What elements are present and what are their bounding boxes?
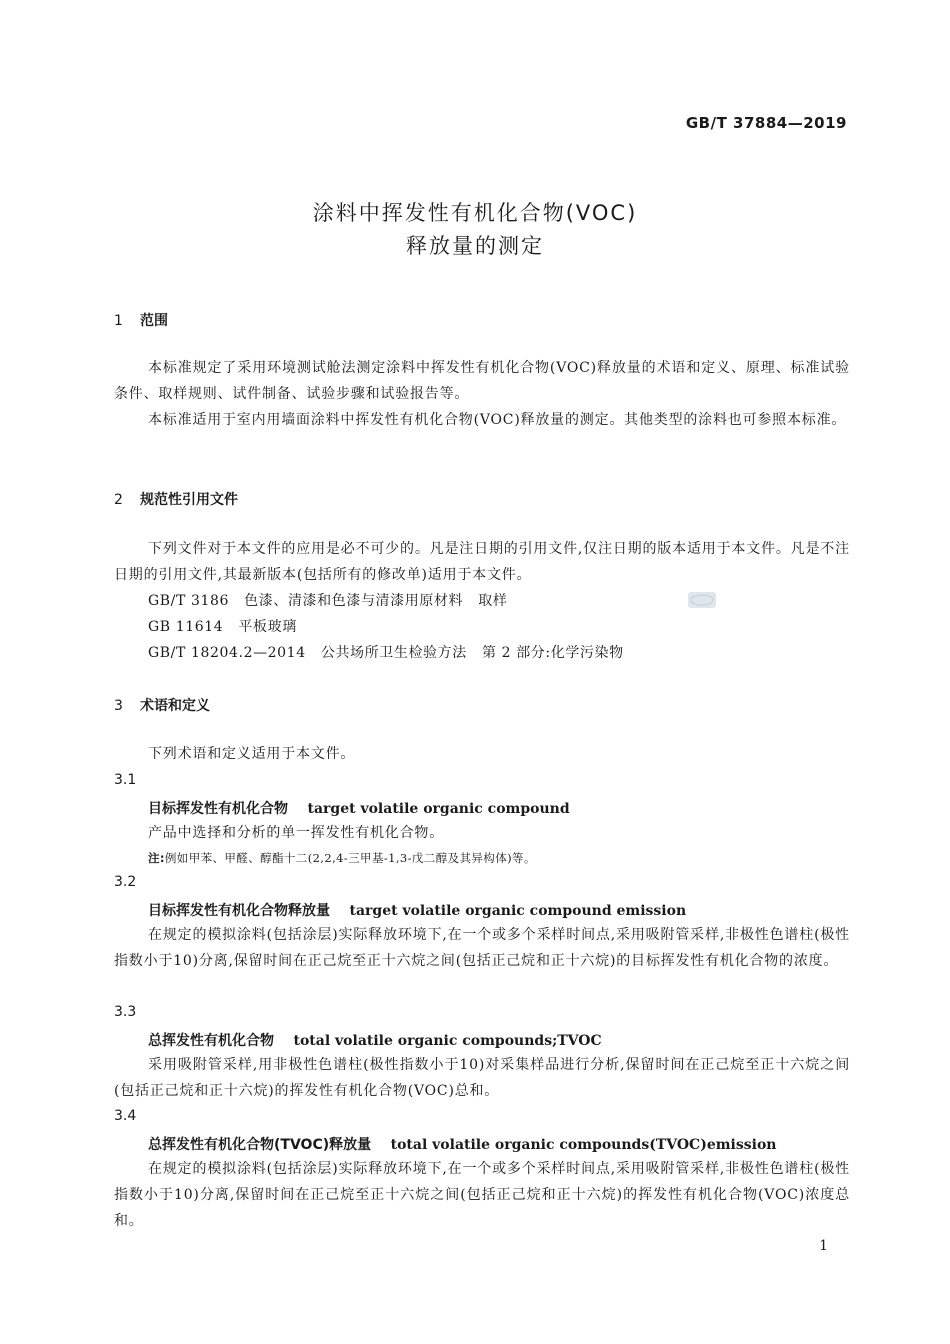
term-heading: [148, 900, 686, 920]
watermark-logo: [688, 592, 716, 608]
terms-intro: 下列术语和定义适用于本文件。: [148, 746, 356, 762]
term-chinese: 总挥发性有机化合物: [148, 1033, 274, 1049]
term-chinese: 目标挥发性有机化合物: [148, 801, 288, 817]
reference-item: GB/T 18204.2—2014 公共场所卫生检验方法 第 2 部分:化学污染物: [148, 645, 624, 661]
page-number: 1: [819, 1238, 828, 1254]
term-heading: [148, 1030, 602, 1050]
clause-number: 3.2: [114, 874, 137, 890]
section-title: 术语和定义: [140, 698, 210, 714]
section-title: 范围: [140, 313, 168, 329]
clause-number: 3.4: [114, 1108, 137, 1124]
section-1-heading: [114, 310, 168, 330]
term-definition: 产品中选择和分析的单一挥发性有机化合物。: [148, 825, 444, 841]
note-label: 注:: [148, 851, 165, 865]
reference-item: GB/T 3186 色漆、清漆和色漆与清漆用原材料 取样: [148, 593, 508, 609]
clause-number: 3.1: [114, 772, 137, 788]
section-number: 1: [114, 313, 123, 329]
document-title-line2: 释放量的测定: [406, 234, 544, 258]
scope-paragraph-1: 本标准规定了采用环境测试舱法测定涂料中挥发性有机化合物(VOC)释放量的术语和定义、原理、标准试验条件、取样规则、试件制备、试验步骤和试验报告等。: [114, 360, 850, 402]
clause-number: 3.3: [114, 1004, 137, 1020]
section-2-heading: [114, 489, 238, 509]
term-chinese: 目标挥发性有机化合物释放量: [148, 903, 330, 919]
term-definition: 在规定的模拟涂料(包括涂层)实际释放环境下,在一个或多个采样时间点,采用吸附管采样,非极性色谱柱(极性指数小于10)分离,保留时间在正己烷至正十六烷之间(包括正己烷和正十六烷)的挥发性有机化合物(VOC)浓度总和。: [114, 1161, 850, 1229]
standard-code: GB/T 37884—2019: [685, 114, 847, 132]
scope-paragraph-2: 本标准适用于室内用墙面涂料中挥发性有机化合物(VOC)释放量的测定。其他类型的涂料也可参照本标准。: [148, 412, 847, 428]
term-english: target volatile organic compound emission: [349, 903, 687, 919]
reference-item: GB 11614 平板玻璃: [148, 619, 297, 635]
term-note: [148, 850, 536, 866]
term-chinese: 总挥发性有机化合物(TVOC)释放量: [148, 1137, 372, 1153]
term-english: total volatile organic compounds(TVOC)emission: [390, 1137, 777, 1153]
section-3-heading: [114, 695, 210, 715]
section-number: 3: [114, 698, 123, 714]
term-english: total volatile organic compounds;TVOC: [293, 1033, 602, 1049]
section-title: 规范性引用文件: [140, 492, 238, 508]
term-heading: [148, 1134, 776, 1154]
normative-references-paragraph: 下列文件对于本文件的应用是必不可少的。凡是注日期的引用文件,仅注日期的版本适用于本文件。凡是不注日期的引用文件,其最新版本(包括所有的修改单)适用于本文件。: [114, 541, 850, 583]
term-definition: 采用吸附管采样,用非极性色谱柱(极性指数小于10)对采集样品进行分析,保留时间在正己烷至正十六烷之间(包括正己烷和正十六烷)的挥发性有机化合物(VOC)总和。: [114, 1057, 850, 1099]
document-title-line1: 涂料中挥发性有机化合物(VOC): [312, 201, 638, 225]
term-definition: 在规定的模拟涂料(包括涂层)实际释放环境下,在一个或多个采样时间点,采用吸附管采样,非极性色谱柱(极性指数小于10)分离,保留时间在正己烷至正十六烷之间(包括正己烷和正十六烷)的目标挥发性有机化合物的浓度。: [114, 927, 850, 969]
section-number: 2: [114, 492, 123, 508]
term-heading: [148, 798, 570, 818]
note-text: 例如甲苯、甲醛、醇酯十二(2,2,4-三甲基-1,3-戊二醇及其异构体)等。: [164, 851, 536, 865]
term-english: target volatile organic compound: [307, 801, 570, 817]
